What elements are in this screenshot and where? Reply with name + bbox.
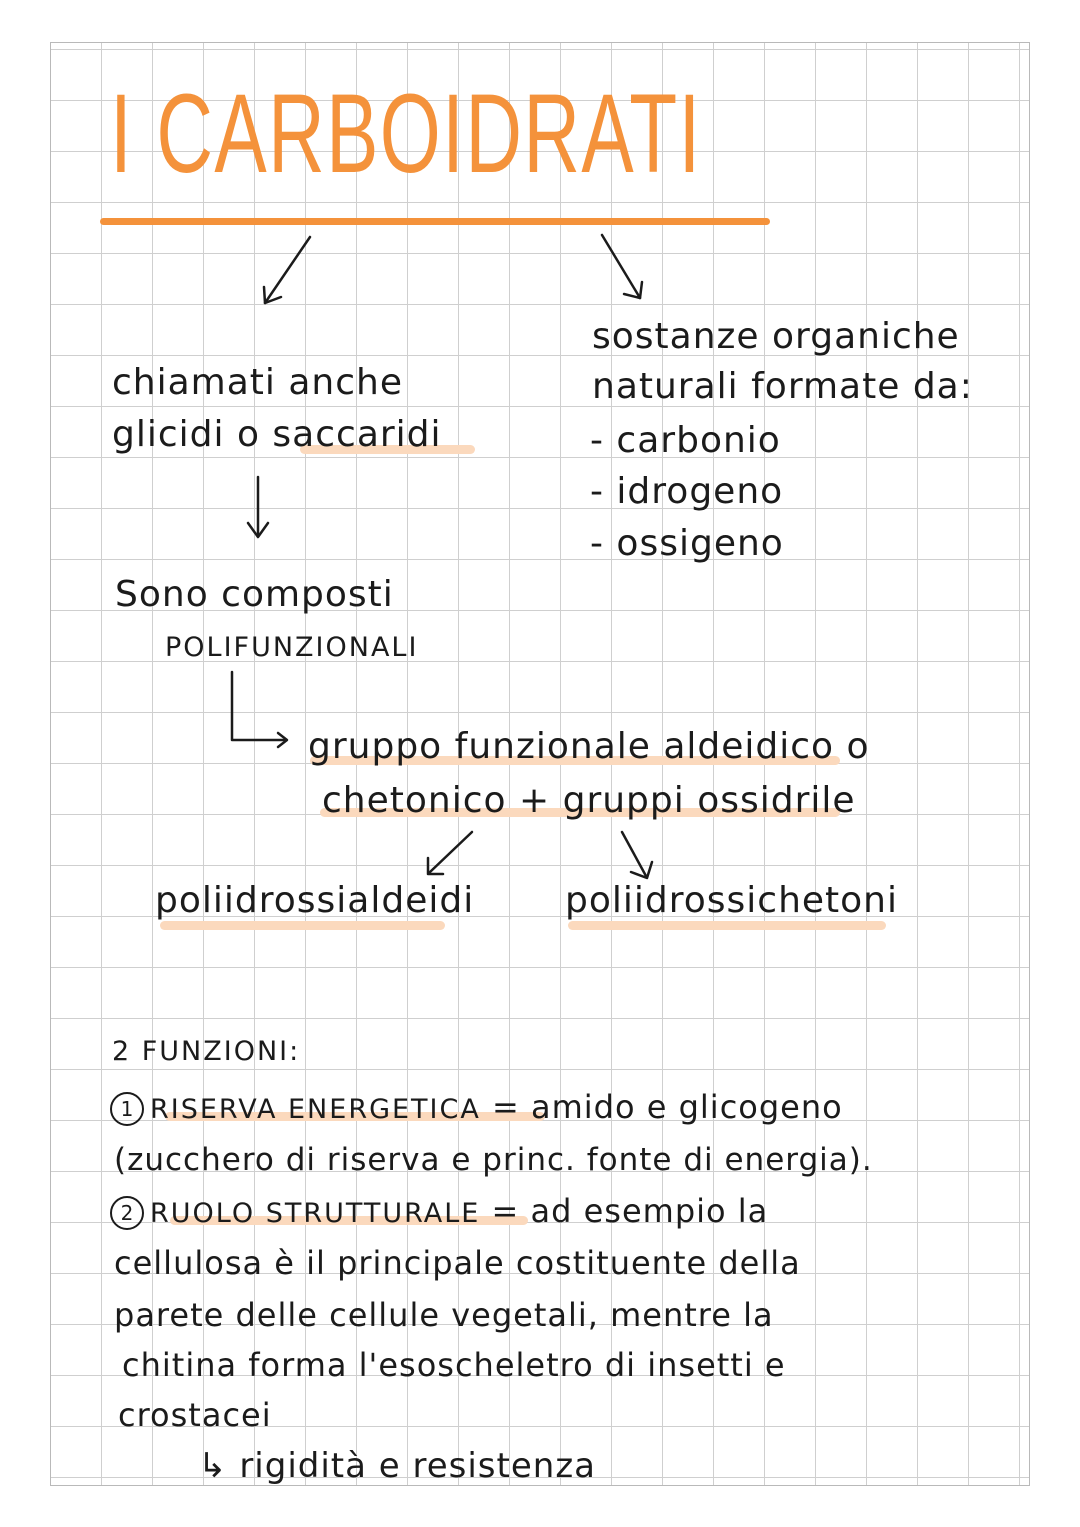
right-branch-line2: naturali formate da:	[592, 366, 973, 407]
result-arrow-icon: ↳	[198, 1446, 228, 1486]
function-item-2-line4: chitina forma l'esoscheletro di insetti e	[122, 1346, 786, 1384]
poliidrossialdeidi-label: poliidrossialdeidi	[155, 880, 475, 921]
arrow-to-chetoni-icon	[622, 832, 652, 878]
page-title: I CARBOIDRATI	[110, 71, 702, 196]
poliidrossichetoni-label: poliidrossichetoni	[565, 880, 898, 921]
function-item-1	[110, 1088, 843, 1126]
function-item-1-detail: (zucchero di riserva e princ. fonte di energia).	[114, 1142, 873, 1178]
element-carbonio: - carbonio	[590, 420, 781, 461]
functional-group-line2: chetonico + gruppi ossidrile	[322, 780, 856, 821]
result-text: rigidità e resistenza	[239, 1446, 596, 1486]
riserva-energetica-text: = amido e glicogeno	[480, 1088, 843, 1126]
arrow-right-down-icon	[602, 235, 642, 298]
element-idrogeno: - idrogeno	[590, 471, 784, 512]
function-item-2-line3: parete delle cellule vegetali, mentre la	[114, 1296, 774, 1334]
left-branch-line2: glicidi o saccaridi	[112, 414, 442, 455]
arrow-down-icon	[248, 477, 268, 537]
functions-heading: 2 FUNZIONI:	[112, 1036, 301, 1067]
polifunzionali-label: POLIFUNZIONALI	[165, 632, 419, 663]
function-item-2	[110, 1192, 768, 1230]
riserva-energetica-label: RISERVA ENERGETICA	[150, 1094, 481, 1125]
circled-number-1: 1	[110, 1092, 144, 1126]
ruolo-strutturale-text: = ad esempio la	[480, 1192, 769, 1230]
arrow-left-down-icon	[264, 237, 310, 303]
function-item-2-line5: crostacei	[118, 1396, 272, 1434]
function-item-2-line2: cellulosa è il principale costituente della	[114, 1244, 801, 1282]
arrow-corner-right-icon	[232, 672, 287, 747]
circled-number-2: 2	[110, 1196, 144, 1230]
right-branch-line1: sostanze organiche	[592, 316, 960, 357]
result-line	[198, 1446, 596, 1486]
left-branch-line3: Sono composti	[115, 574, 394, 615]
left-branch-line1: chiamati anche	[112, 362, 403, 403]
element-ossigeno: - ossigeno	[590, 523, 784, 564]
functional-group-line1: gruppo funzionale aldeidico o	[308, 726, 870, 767]
ruolo-strutturale-label: RUOLO STRUTTURALE	[150, 1198, 481, 1229]
arrow-to-aldeidi-icon	[428, 832, 472, 874]
